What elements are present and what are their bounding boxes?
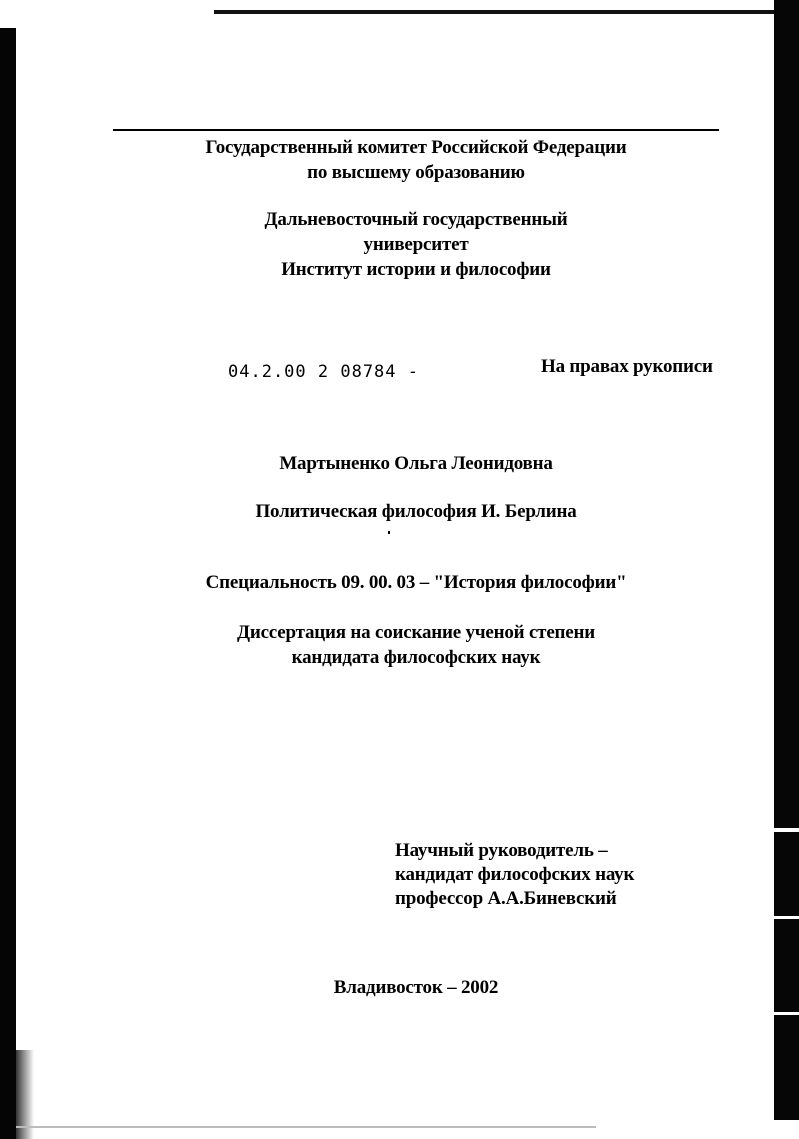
committee-name-line2: по высшему образованию [307,162,525,183]
author-name: Мартыненко Ольга Леонидовна [279,453,553,474]
advisor-role: Научный руководитель – [395,840,608,861]
scan-edge-top [214,10,774,14]
library-stamp-number: 04.2.00 2 08784 - [228,362,419,382]
dissertation-title: Политическая философия И. Берлина [255,501,577,522]
degree-line2: кандидата философских наук [291,647,541,668]
university-name-line2: университет [363,234,469,255]
scan-edge-gap [774,1012,799,1015]
scan-speck [388,531,390,534]
specialty-line: Специальность 09. 00. 03 – "История философии" [205,572,627,593]
institute-name: Институт истории и философии [281,259,551,280]
scan-edge-left [0,28,16,1139]
scan-edge-gap [774,916,799,919]
scan-edge-bottom [16,1126,596,1128]
university-name-line1: Дальневосточный государственный [264,209,568,230]
header-rule [113,129,719,131]
committee-name-line1: Государственный комитет Российской Федерации [205,137,627,158]
city-year: Владивосток – 2002 [333,977,499,998]
rights-note: На правах рукописи [541,356,713,377]
advisor-name: профессор А.А.Биневский [395,888,617,909]
scan-edge-right [774,0,799,1120]
advisor-degree: кандидат философских наук [395,864,635,885]
scan-edge-gap [774,828,799,832]
degree-line1: Диссертация на соискание ученой степени [236,622,596,643]
